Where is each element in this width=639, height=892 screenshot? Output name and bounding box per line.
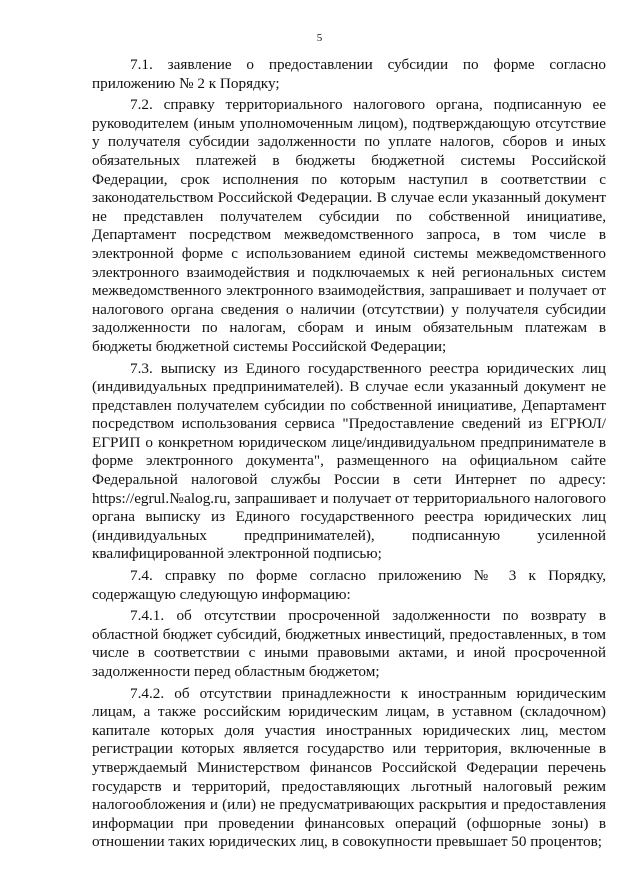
paragraph-7-4-2: 7.4.2. об отсутствии принадлежности к иностранным юридическим лицам, а также российским юридическим лицам, в уставном (складочном) капитале которых доля участия иностранных юридических лиц, местом регистрации которых является государство или территория, включенные в утверждаемый Министерством финансов Российской Федерации перечень государств и территорий, предоставляющих льготный налоговый режим налогообложения и (или) не предусматривающих раскрытия и предоставления информации при проведении финансовых операций (офшорные зоны) в отношении таких юридических лиц, в совокупности превышает 50 процентов; bbox=[92, 684, 606, 851]
page-number: 5 bbox=[316, 32, 323, 44]
paragraph-7-1: 7.1. заявление о предоставлении субсидии по форме согласно приложению № 2 к Порядку; bbox=[92, 56, 606, 92]
paragraph-7-3: 7.3. выписку из Единого государственного реестра юридических лиц (индивидуальных предпринимателей). В случае если указанный документ не представлен получателем субсидии по собственной инициативе, Департамент посредством использования сервиса "Предоставление сведений из ЕГРЮЛ/ЕГРИП о конкретном юридическом лице/индивидуальном предпринимателе в форме электронного документа", размещенного на официальном сайте Федеральной налоговой службы России в сети Интернет по адресу: https://egrul.№alog.ru, запрашивает и получает от территориального налогового органа выписку из Единого государственного реестра юридических лиц (индивидуальных предпринимателей), подписанную усиленной квалифицированной электронной подписью; bbox=[92, 359, 606, 563]
paragraph-7-2: 7.2. справку территориального налогового органа, подписанную ее руководителем (иным уполномоченным лицом), подтверждающую отсутствие у получателя субсидии задолженности по уплате налогов, сборов и иных обязательных платежей в бюджеты бюджетной системы Российской Федерации, срок исполнения по которым наступил в соответствии с законодательством Российской Федерации. В случае если указанный документ не представлен получателем субсидии по собственной инициативе, Департамент посредством межведомственного запроса, в том числе в электронной форме с использованием единой системы межведомственного электронного взаимодействия и подключаемых к ней региональных систем межведомственного электронного взаимодействия, запрашивает и получает от налогового органа сведения о наличии (отсутствии) у получателя субсидии задолженности по налогам, сборам и иным обязательным платежам в бюджеты бюджетной системы Российской Федерации; bbox=[92, 96, 606, 355]
document-body bbox=[92, 56, 606, 855]
paragraph-7-4-1: 7.4.1. об отсутствии просроченной задолженности по возврату в областной бюджет субсидий, бюджетных инвестиций, предоставленных, в том числе в соответствии с иными правовыми актами, и иной просроченной задолженности перед областным бюджетом; bbox=[92, 607, 606, 680]
paragraph-7-4: 7.4. справку по форме согласно приложению № 3 к Порядку, содержащую следующую информацию: bbox=[92, 567, 606, 603]
